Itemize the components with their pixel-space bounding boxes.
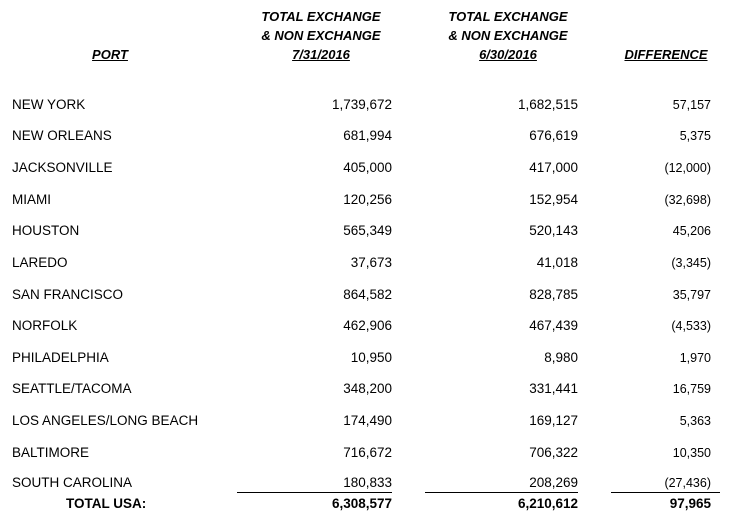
value-6-30-2016: 208,269: [529, 475, 578, 490]
total-value-7-31-2016: 6,308,577: [331, 496, 392, 511]
value-difference: (27,436): [664, 476, 711, 490]
total-value-6-30-2016: 6,210,612: [517, 496, 578, 511]
total-label: TOTAL USA:: [66, 496, 147, 511]
value-6-30-2016: 467,439: [529, 318, 578, 333]
total-rule-col2: [425, 492, 578, 493]
value-6-30-2016: 41,018: [536, 255, 578, 270]
value-7-31-2016: 37,673: [350, 255, 392, 270]
port-name: PHILADELPHIA: [12, 350, 109, 365]
port-name: SAN FRANCISCO: [12, 287, 124, 302]
total-rule-col1: [237, 492, 392, 493]
value-difference: 5,375: [679, 129, 711, 143]
value-6-30-2016: 169,127: [529, 413, 578, 428]
value-7-31-2016: 681,994: [343, 128, 392, 143]
port-name: BALTIMORE: [12, 445, 90, 460]
port-name: JACKSONVILLE: [12, 160, 113, 175]
table-row: [0, 473, 731, 493]
table-row: [0, 379, 731, 399]
port-name: NORFOLK: [12, 318, 78, 333]
table-row: [0, 316, 731, 336]
port-name: NEW YORK: [12, 97, 86, 112]
value-difference: (3,345): [671, 256, 711, 270]
header-col1-date: 7/31/2016: [292, 47, 350, 62]
value-6-30-2016: 417,000: [529, 160, 578, 175]
header-total-6-30-2016: [420, 7, 596, 64]
value-difference: 10,350: [672, 446, 711, 460]
port-name: SOUTH CAROLINA: [12, 475, 133, 490]
value-6-30-2016: 152,954: [529, 192, 578, 207]
table-row: [0, 190, 731, 210]
value-difference: 35,797: [672, 288, 711, 302]
table-row: [0, 443, 731, 463]
table-row: [0, 95, 731, 115]
header-col2-date: 6/30/2016: [479, 47, 537, 62]
value-7-31-2016: 462,906: [343, 318, 392, 333]
header-col2-line1: TOTAL EXCHANGE: [448, 9, 568, 24]
value-difference: 16,759: [672, 382, 711, 396]
value-difference: 1,970: [679, 351, 711, 365]
value-6-30-2016: 828,785: [529, 287, 578, 302]
table-row: [0, 411, 731, 431]
table-row: [0, 126, 731, 146]
value-difference: 5,363: [679, 414, 711, 428]
value-difference: 57,157: [672, 98, 711, 112]
header-difference: [605, 45, 727, 64]
value-7-31-2016: 864,582: [343, 287, 392, 302]
table-row: [0, 221, 731, 241]
value-7-31-2016: 120,256: [343, 192, 392, 207]
port-name: HOUSTON: [12, 223, 80, 238]
value-6-30-2016: 676,619: [529, 128, 578, 143]
port-name: LOS ANGELES/LONG BEACH: [12, 413, 199, 428]
value-difference: (12,000): [664, 161, 711, 175]
table-row: [0, 158, 731, 178]
port-name: MIAMI: [12, 192, 51, 207]
value-7-31-2016: 180,833: [343, 475, 392, 490]
header-port: [60, 45, 160, 64]
port-name: LAREDO: [12, 255, 68, 270]
value-6-30-2016: 706,322: [529, 445, 578, 460]
total-row: [0, 494, 731, 514]
header-port-label: PORT: [92, 47, 128, 62]
value-7-31-2016: 565,349: [343, 223, 392, 238]
total-value-difference: 97,965: [669, 496, 711, 511]
value-7-31-2016: 10,950: [350, 350, 392, 365]
value-difference: 45,206: [672, 224, 711, 238]
port-name: SEATTLE/TACOMA: [12, 381, 132, 396]
value-difference: (4,533): [671, 319, 711, 333]
table-row: [0, 348, 731, 368]
header-col1-line1: TOTAL EXCHANGE: [261, 9, 381, 24]
total-rule-difference: [611, 492, 720, 493]
header-difference-label: DIFFERENCE: [624, 47, 708, 62]
value-6-30-2016: 1,682,515: [517, 97, 578, 112]
value-6-30-2016: 8,980: [544, 350, 578, 365]
value-6-30-2016: 331,441: [529, 381, 578, 396]
value-7-31-2016: 1,739,672: [331, 97, 392, 112]
value-7-31-2016: 174,490: [343, 413, 392, 428]
value-7-31-2016: 348,200: [343, 381, 392, 396]
value-7-31-2016: 405,000: [343, 160, 392, 175]
table-row: [0, 253, 731, 273]
header-total-7-31-2016: [233, 7, 409, 64]
header-col2-line2: & NON EXCHANGE: [448, 28, 568, 43]
value-6-30-2016: 520,143: [529, 223, 578, 238]
value-7-31-2016: 716,672: [343, 445, 392, 460]
table-row: [0, 285, 731, 305]
header-col1-line2: & NON EXCHANGE: [261, 28, 381, 43]
port-name: NEW ORLEANS: [12, 128, 112, 143]
value-difference: (32,698): [664, 193, 711, 207]
